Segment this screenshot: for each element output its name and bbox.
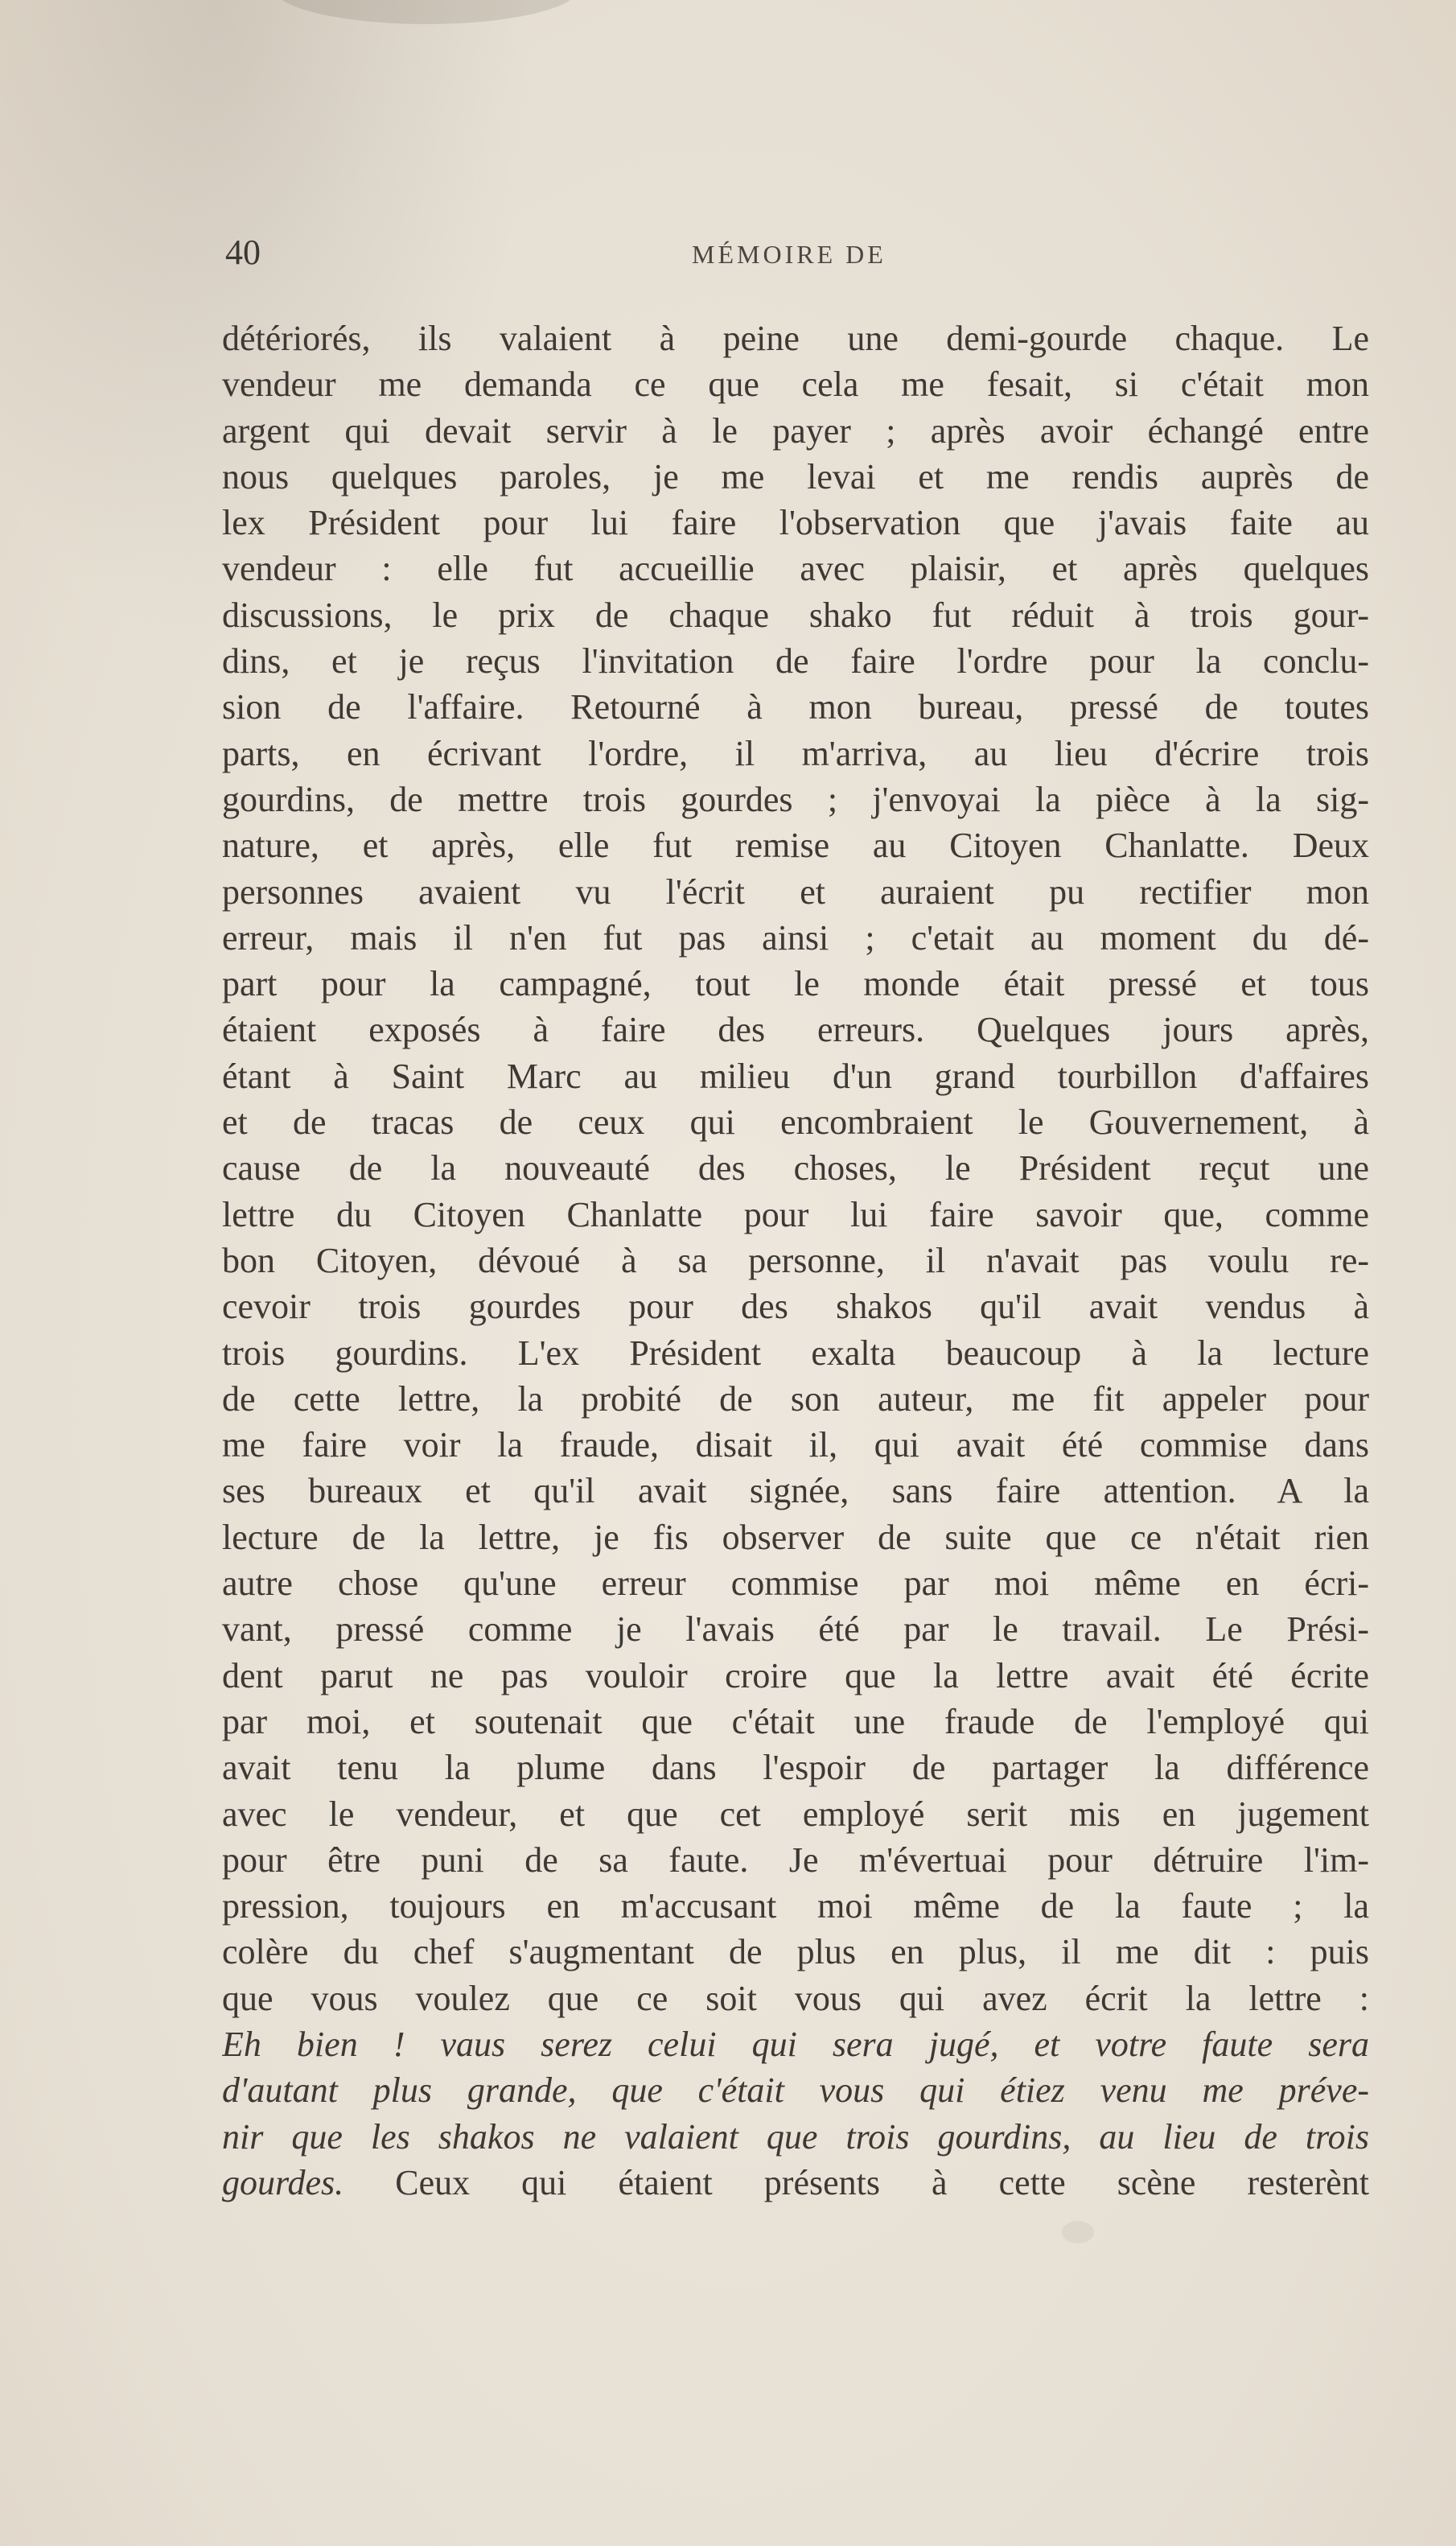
text-line: avait tenu la plume dans l'espoir de partager la différence [222,1748,1369,1788]
text-line: discussions, le prix de chaque shako fut réduit à trois gour- [222,595,1369,635]
text-line: nous quelques paroles, je me levai et me rendis auprès de [222,456,1369,496]
text-line: dins, et je reçus l'invitation de faire l'ordre pour la conclu- [222,641,1369,682]
last-text-line [222,2160,1369,2206]
text-line: autre chose qu'une erreur commise par moi même en écri- [222,1563,1369,1604]
text-line: avec le vendeur, et que cet employé serit mis en jugement [222,1794,1369,1834]
text-line: bon Citoyen, dévoué à sa personne, il n'avait pas voulu re- [222,1240,1369,1280]
text-line: détériorés, ils valaient à peine une demi-gourde chaque. Le [222,319,1369,358]
text-line: pression, toujours en m'accusant moi même de la faute ; la [222,1886,1369,1926]
text-line: lex Président pour lui faire l'observation que j'avais faite au [222,503,1369,543]
italic-text-line: nir que les shakos ne valaient que trois gourdins, au lieu de trois [222,2116,1369,2157]
text-line: vendeur me demanda ce que cela me fesait, si c'était mon [222,365,1369,405]
text-line: ses bureaux et qu'il avait signée, sans faire attention. A la [222,1471,1369,1511]
text-line: gourdins, de mettre trois gourdes ; j'envoyai la pièce à la sig- [222,779,1369,819]
text-line: pour être puni de sa faute. Je m'évertuai pour détruire l'im- [222,1839,1369,1880]
last-line-italic-part: gourdes. [222,2162,344,2202]
text-line: étaient exposés à faire des erreurs. Quelques jours après, [222,1010,1369,1050]
text-line: que vous voulez que ce soit vous qui avez écrit la lettre : [222,1978,1369,2018]
text-line: vant, pressé comme je l'avais été par le travail. Le Prési- [222,1609,1369,1650]
body-text [222,315,1369,2206]
text-line: étant à Saint Marc au milieu d'un grand tourbillon d'affaires [222,1056,1369,1096]
text-line: et de tracas de ceux qui encombraient le Gouvernement, à [222,1102,1369,1143]
text-line: argent qui devait servir à le payer ; après avoir échangé entre [222,410,1369,451]
text-line: dent parut ne pas vouloir croire que la lettre avait été écrite [222,1655,1369,1695]
text-line: colère du chef s'augmentant de plus en plus, il me dit : puis [222,1932,1369,1972]
text-line: trois gourdins. L'ex Président exalta beaucoup à la lecture [222,1333,1369,1373]
text-line: vendeur : elle fut accueillie avec plaisir, et après quelques [222,549,1369,589]
text-line: parts, en écrivant l'ordre, il m'arriva, au lieu d'écrire trois [222,733,1369,773]
running-head: MÉMOIRE DE [692,240,886,269]
page-header [225,232,1368,280]
text-line: sion de l'affaire. Retourné à mon bureau, pressé de toutes [222,687,1369,727]
text-line: erreur, mais il n'en fut pas ainsi ; c'etait au moment du dé- [222,917,1369,958]
last-line-roman-part: Ceux qui étaient présents à cette scène resterènt [343,2162,1369,2202]
italic-text-line: d'autant plus grande, que c'était vous qui étiez venu me préve- [222,2070,1369,2111]
text-line: part pour la campagné, tout le monde était pressé et tous [222,964,1369,1004]
page-number: 40 [225,233,261,272]
text-line: lettre du Citoyen Chanlatte pour lui faire savoir que, comme [222,1194,1369,1234]
text-line: par moi, et soutenait que c'était une fraude de l'employé qui [222,1701,1369,1741]
text-line: me faire voir la fraude, disait il, qui avait été commise dans [222,1425,1369,1465]
text-line: nature, et après, elle fut remise au Citoyen Chanlatte. Deux [222,826,1369,866]
page-stain [1062,2221,1094,2243]
italic-text-line: Eh bien ! vaus serez celui qui sera jugé, et votre faute sera [222,2024,1369,2064]
text-line: lecture de la lettre, je fis observer de suite que ce n'était rien [222,1517,1369,1557]
text-line: cevoir trois gourdes pour des shakos qu'il avait vendus à [222,1287,1369,1327]
text-line: de cette lettre, la probité de son auteur, me fit appeler pour [222,1378,1369,1419]
text-line: personnes avaient vu l'écrit et auraient pu rectifier mon [222,871,1369,912]
text-line: cause de la nouveauté des choses, le Président reçut une [222,1148,1369,1189]
page-stain [274,0,579,24]
